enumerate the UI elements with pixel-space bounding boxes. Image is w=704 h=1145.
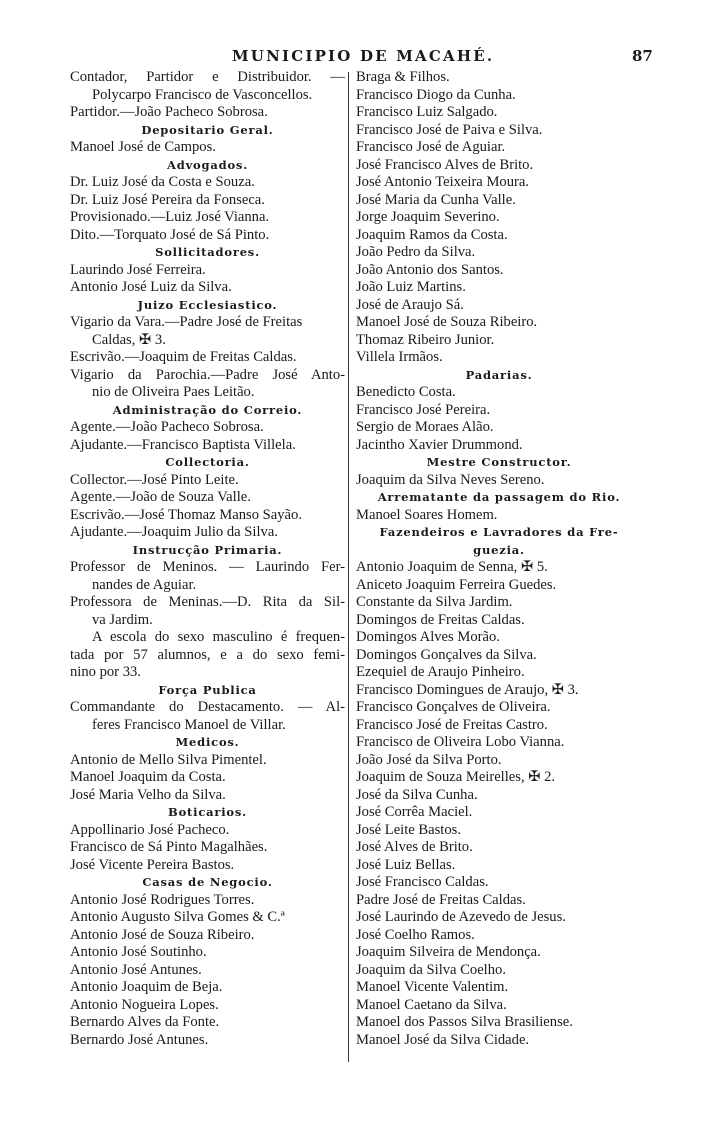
list-entry: Domingos Alves Morão.	[356, 629, 500, 645]
list-entry: Escrivão.—Joaquim de Freitas Caldas.	[70, 349, 297, 365]
list-entry: Vigario da Parochia.—Padre José Anto-	[70, 366, 345, 383]
list-entry: João Luiz Martins.	[356, 279, 466, 295]
section-heading: Fazendeiros e Lavradores da Fre-	[379, 525, 619, 539]
list-entry: Francisco Gonçalves de Oliveira.	[356, 699, 551, 715]
list-entry: José Luiz Bellas.	[356, 856, 456, 873]
list-entry: Antonio Joaquim de Senna, ✠ 5.	[356, 559, 548, 575]
list-entry: Constante da Silva Jardim.	[356, 594, 513, 610]
section-heading: Juizo Ecclesiastico.	[137, 297, 278, 312]
list-entry: Joaquim da Silva Coelho.	[356, 961, 506, 978]
list-entry: Bernardo José Antunes.	[70, 1031, 209, 1048]
list-entry: Agente.—João Pacheco Sobrosa.	[70, 419, 264, 435]
page-header	[0, 47, 704, 67]
list-entry: João Antonio dos Santos.	[356, 261, 504, 278]
page-number: 87	[632, 47, 653, 65]
section-heading: Medicos.	[175, 735, 240, 749]
list-entry: Domingos Gonçalves da Silva.	[356, 646, 537, 663]
list-entry: Agente.—João de Souza Valle.	[70, 489, 251, 505]
list-entry: nio de Oliveira Paes Leitão.	[92, 384, 255, 400]
section-heading: Casas de Negocio.	[142, 875, 273, 889]
list-entry: Francisco José de Freitas Castro.	[356, 716, 548, 733]
list-entry: Ezequiel de Araujo Pinheiro.	[356, 664, 525, 680]
list-entry: Ajudante.—Francisco Baptista Villela.	[70, 436, 296, 453]
list-entry: José Coelho Ramos.	[356, 926, 475, 943]
list-entry: Francisco Diogo da Cunha.	[356, 86, 516, 103]
list-entry: José Corrêa Maciel.	[356, 804, 473, 820]
list-entry: Jorge Joaquim Severino.	[356, 209, 500, 225]
section-heading: Arrematante da passagem do Rio.	[377, 490, 621, 504]
section-heading: Instrucção Primaria.	[132, 542, 283, 557]
right-column	[356, 69, 642, 1049]
section-heading: Administração do Correio.	[112, 402, 303, 417]
list-entry: Appollinario José Pacheco.	[70, 821, 230, 838]
list-entry: Benedicto Costa.	[356, 384, 456, 400]
list-entry: Joaquim da Silva Neves Sereno.	[356, 471, 545, 488]
list-entry: Francisco de Sá Pinto Magalhães.	[70, 839, 268, 855]
list-entry: José Laurindo de Azevedo de Jesus.	[356, 909, 566, 925]
list-entry: Collector.—José Pinto Leite.	[70, 471, 239, 488]
list-entry: Antonio de Mello Silva Pimentel.	[70, 751, 267, 768]
list-entry: Manoel José da Silva Cidade.	[356, 1031, 530, 1048]
section-heading: Depositario Geral.	[141, 122, 274, 137]
list-entry: tada por 57 alumnos, e a do sexo femi-	[70, 646, 345, 663]
list-entry: Dr. Luiz José da Costa e Souza.	[70, 174, 255, 190]
list-entry: Thomaz Ribeiro Junior.	[356, 331, 495, 348]
section-heading: guezia.	[473, 542, 525, 557]
list-entry: Manoel Caetano da Silva.	[356, 996, 507, 1013]
list-entry: José Leite Bastos.	[356, 821, 461, 838]
list-entry: Joaquim Silveira de Mendonça.	[356, 944, 541, 960]
list-entry: José Antonio Teixeira Moura.	[356, 174, 529, 190]
list-entry: Francisco de Oliveira Lobo Vianna.	[356, 734, 565, 750]
list-entry: Vigario da Vara.—Padre José de Freitas	[70, 314, 303, 330]
list-entry: Antonio Nogueira Lopes.	[70, 996, 219, 1013]
list-entry: Dito.—Torquato José de Sá Pinto.	[70, 226, 270, 243]
list-entry: Contador, Partidor e Distribuidor. —	[70, 69, 345, 85]
list-entry: Braga & Filhos.	[356, 69, 450, 85]
list-entry: Antonio José Antunes.	[70, 961, 202, 978]
list-entry: Caldas, ✠ 3.	[92, 331, 166, 348]
list-entry: Bernardo Alves da Fonte.	[70, 1014, 220, 1030]
list-entry: Ajudante.—Joaquim Julio da Silva.	[70, 524, 278, 540]
list-entry: nandes de Aguiar.	[92, 576, 197, 593]
list-entry: Joaquim Ramos da Costa.	[356, 226, 508, 243]
list-entry: Francisco José de Paiva e Silva.	[356, 121, 543, 138]
list-entry: Joaquim de Souza Meirelles, ✠ 2.	[356, 769, 556, 785]
list-entry: Francisco Domingues de Araujo, ✠ 3.	[356, 681, 579, 698]
list-entry: Professor de Meninos. — Laurindo Fer-	[70, 559, 345, 575]
section-heading: Sollicitadores.	[155, 245, 260, 259]
column-divider	[348, 72, 349, 1062]
list-entry: José Francisco Caldas.	[356, 874, 489, 890]
list-entry: Polycarpo Francisco de Vasconcellos.	[92, 86, 313, 103]
left-column	[70, 69, 345, 1049]
list-entry: Domingos de Freitas Caldas.	[356, 611, 525, 628]
section-heading: Advogados.	[167, 157, 248, 172]
list-entry: Sergio de Moraes Alão.	[356, 419, 494, 435]
list-entry: Dr. Luiz José Pereira da Fonseca.	[70, 191, 265, 208]
section-heading: Mestre Constructor.	[426, 455, 572, 469]
list-entry: Francisco José de Aguiar.	[356, 139, 506, 155]
page-title: MUNICIPIO DE MACAHÉ.	[232, 47, 495, 65]
section-heading: Força Publica	[158, 682, 257, 697]
list-entry: nino por 33.	[70, 664, 141, 680]
list-entry: Padre José de Freitas Caldas.	[356, 891, 526, 908]
list-entry: A escola do sexo masculino é frequen-	[92, 629, 345, 645]
list-entry: José da Silva Cunha.	[356, 786, 478, 803]
section-heading: Collectoria.	[165, 455, 250, 469]
list-entry: Manoel Soares Homem.	[356, 506, 498, 523]
list-entry: Antonio José Rodrigues Torres.	[70, 891, 255, 908]
list-entry: Laurindo José Ferreira.	[70, 261, 206, 278]
list-entry: Commandante do Destacamento. — Al-	[70, 699, 345, 715]
list-entry: Aniceto Joaquim Ferreira Guedes.	[356, 576, 557, 593]
list-entry: José Maria da Cunha Valle.	[356, 191, 516, 208]
list-entry: va Jardim.	[92, 611, 153, 628]
list-entry: José Alves de Brito.	[356, 839, 473, 855]
list-entry: Escrivão.—José Thomaz Manso Sayão.	[70, 506, 302, 523]
list-entry: Professora de Meninas.—D. Rita da Sil-	[70, 594, 345, 610]
list-entry: Jacintho Xavier Drummond.	[356, 436, 523, 453]
list-entry: Manoel José de Campos.	[70, 139, 216, 155]
list-entry: Manoel dos Passos Silva Brasiliense.	[356, 1014, 573, 1030]
list-entry: Provisionado.—Luiz José Vianna.	[70, 209, 270, 225]
list-entry: João José da Silva Porto.	[356, 751, 502, 768]
list-entry: feres Francisco Manoel de Villar.	[92, 716, 286, 733]
list-entry: José Vicente Pereira Bastos.	[70, 856, 235, 873]
list-entry: Antonio José Luiz da Silva.	[70, 279, 232, 295]
list-entry: Antonio Joaquim de Beja.	[70, 979, 223, 995]
list-entry: José Francisco Alves de Brito.	[356, 156, 534, 173]
list-entry: Antonio José Soutinho.	[70, 944, 207, 960]
section-heading: Boticarios.	[168, 805, 247, 819]
list-entry: Antonio José de Souza Ribeiro.	[70, 926, 255, 943]
list-entry: José Maria Velho da Silva.	[70, 786, 226, 803]
section-heading: Padarias.	[465, 367, 533, 382]
list-entry: João Pedro da Silva.	[356, 244, 476, 260]
list-entry: Francisco Luiz Salgado.	[356, 104, 498, 120]
list-entry: Francisco José Pereira.	[356, 401, 491, 418]
list-entry: Antonio Augusto Silva Gomes & C.ª	[70, 909, 285, 925]
list-entry: Manoel Vicente Valentim.	[356, 979, 509, 995]
list-entry: Villela Irmãos.	[356, 349, 443, 365]
list-entry: Partidor.—João Pacheco Sobrosa.	[70, 104, 268, 120]
list-entry: Manoel José de Souza Ribeiro.	[356, 314, 538, 330]
list-entry: José de Araujo Sá.	[356, 296, 464, 313]
list-entry: Manoel Joaquim da Costa.	[70, 769, 226, 785]
